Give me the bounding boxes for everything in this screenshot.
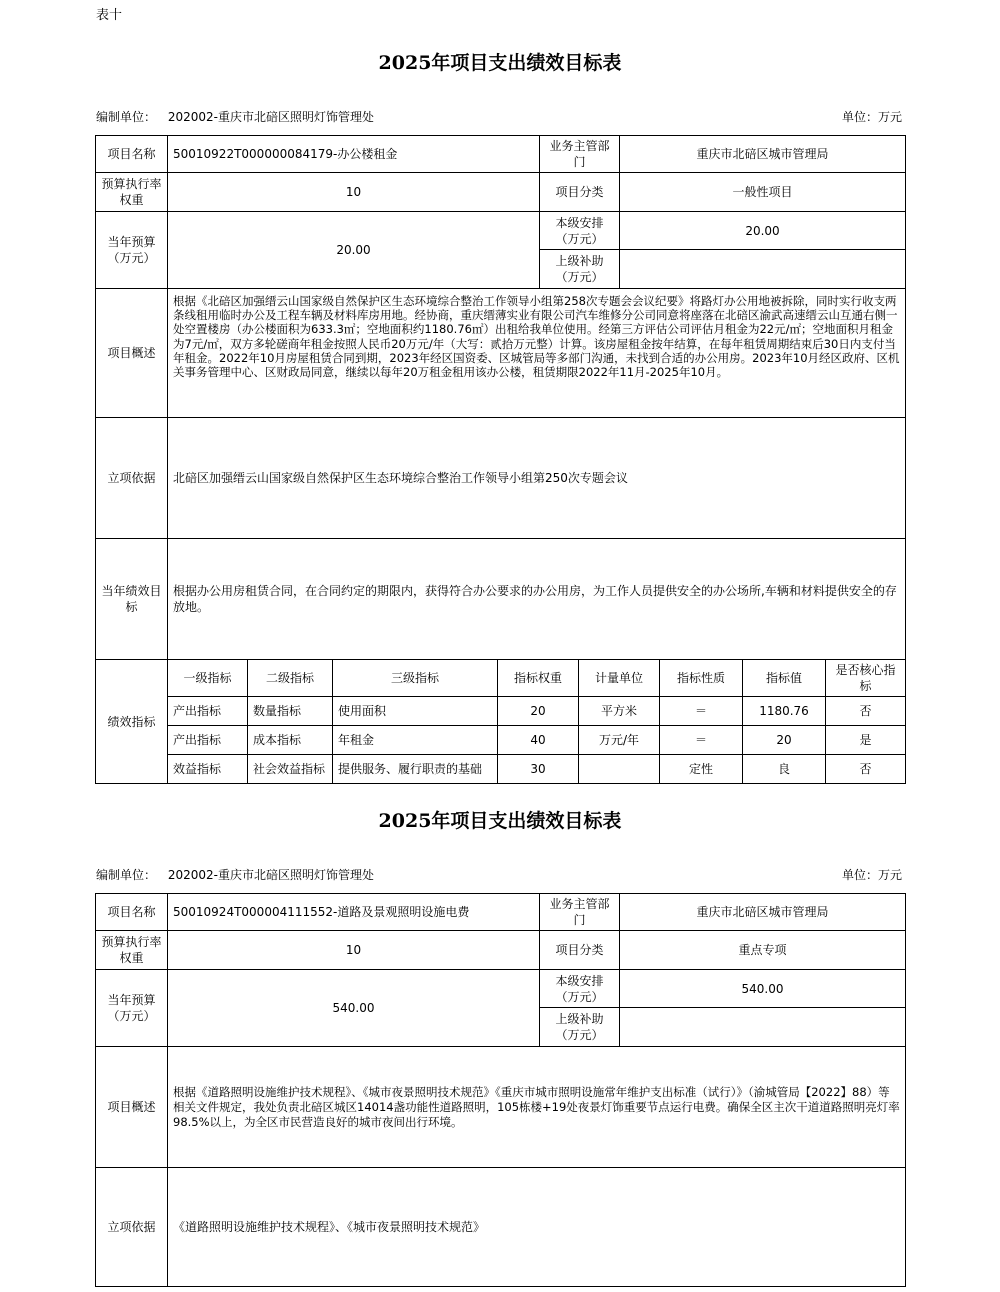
label-project-name: 项目名称 xyxy=(95,893,168,931)
indicator-header: 指标性质 xyxy=(659,659,743,697)
upper-value xyxy=(619,1007,906,1047)
indicator-header: 是否核心指标 xyxy=(825,659,906,697)
table-1-unit: 单位：万元 xyxy=(841,110,902,124)
indicator-header: 二级指标 xyxy=(247,659,333,697)
table-label: 表十 xyxy=(96,8,123,23)
indicator-cell: 否 xyxy=(825,696,906,726)
indicator-cell: 社会效益指标 xyxy=(247,754,333,784)
label-weight: 预算执行率权重 xyxy=(95,930,168,970)
label-upper: 上级补助（万元） xyxy=(539,1007,620,1047)
table-2-org xyxy=(96,866,374,883)
indicator-cell: 20 xyxy=(742,725,826,755)
org-value: 202002-重庆市北碚区照明灯饰管理处 xyxy=(167,868,374,882)
table-1-org xyxy=(96,108,374,125)
dept-value: 重庆市北碚区城市管理局 xyxy=(619,893,906,931)
indicator-header: 一级指标 xyxy=(167,659,248,697)
basis-text: 北碚区加强缙云山国家级自然保护区生态环境综合整治工作领导小组第250次专题会议 xyxy=(167,417,906,539)
label-weight: 预算执行率权重 xyxy=(95,172,168,212)
label-basis: 立项依据 xyxy=(95,1167,168,1287)
label-goal: 当年绩效目标 xyxy=(95,538,168,660)
indicator-cell: 数量指标 xyxy=(247,696,333,726)
label-indicators: 绩效指标 xyxy=(95,659,168,784)
table-2-unit: 单位：万元 xyxy=(841,868,902,882)
label-overview: 项目概述 xyxy=(95,288,168,418)
indicator-cell: 效益指标 xyxy=(167,754,248,784)
label-budget: 当年预算（万元） xyxy=(95,211,168,289)
org-label: 编制单位： xyxy=(96,110,157,124)
table-1-title: 2025年项目支出绩效目标表 xyxy=(378,52,622,74)
indicator-header: 指标值 xyxy=(742,659,826,697)
label-budget: 当年预算（万元） xyxy=(95,969,168,1047)
indicator-cell: 否 xyxy=(825,754,906,784)
label-dept: 业务主管部门 xyxy=(539,893,620,931)
indicator-cell: 年租金 xyxy=(332,725,498,755)
budget-value: 20.00 xyxy=(167,211,540,289)
org-value: 202002-重庆市北碚区照明灯饰管理处 xyxy=(167,110,374,124)
indicator-cell: 万元/年 xyxy=(578,725,660,755)
label-category: 项目分类 xyxy=(539,930,620,970)
label-basis: 立项依据 xyxy=(95,417,168,539)
goal-text: 根据办公用房租赁合同，在合同约定的期限内，获得符合办公要求的办公用房，为工作人员提供安全的办公场所,车辆和材料提供安全的存放地。 xyxy=(167,538,906,660)
indicator-cell: 产出指标 xyxy=(167,696,248,726)
budget-value: 540.00 xyxy=(167,969,540,1047)
dept-value: 重庆市北碚区城市管理局 xyxy=(619,135,906,173)
category-value: 重点专项 xyxy=(619,930,906,970)
label-local: 本级安排（万元） xyxy=(539,969,620,1008)
upper-value xyxy=(619,249,906,289)
indicator-cell: 产出指标 xyxy=(167,725,248,755)
label-dept: 业务主管部门 xyxy=(539,135,620,173)
indicator-cell: 20 xyxy=(497,696,579,726)
indicator-cell: ＝ xyxy=(659,696,743,726)
label-overview: 项目概述 xyxy=(95,1046,168,1168)
project-name: 50010922T000000084179-办公楼租金 xyxy=(167,135,540,173)
indicator-header: 计量单位 xyxy=(578,659,660,697)
weight-value: 10 xyxy=(167,172,540,212)
label-project-name: 项目名称 xyxy=(95,135,168,173)
basis-text: 《道路照明设施维护技术规程》、《城市夜景照明技术规范》 xyxy=(167,1167,906,1287)
indicator-cell: 使用面积 xyxy=(332,696,498,726)
local-value: 540.00 xyxy=(619,969,906,1008)
indicator-header: 三级指标 xyxy=(332,659,498,697)
indicator-cell: 平方米 xyxy=(578,696,660,726)
table-2-title: 2025年项目支出绩效目标表 xyxy=(378,810,622,832)
overview-text: 根据《道路照明设施维护技术规程》、《城市夜景照明技术规范》《重庆市城市照明设施常年维护支出标准（试行）》（渝城管局【2022】88）等相关文件规定，我处负责北碚区城区14014盏功能性道路照明，105栋楼+19处夜景灯饰重要节点运行电费。确保全区主次干道道路照明亮灯率98.5%以上，为全区市民营造良好的城市夜间出行环境。 xyxy=(167,1046,906,1168)
indicator-cell: 良 xyxy=(742,754,826,784)
weight-value: 10 xyxy=(167,930,540,970)
indicator-cell xyxy=(578,754,660,784)
indicator-header: 指标权重 xyxy=(497,659,579,697)
project-name: 50010924T000004111552-道路及景观照明设施电费 xyxy=(167,893,540,931)
indicator-cell: 成本指标 xyxy=(247,725,333,755)
local-value: 20.00 xyxy=(619,211,906,250)
indicator-cell: 30 xyxy=(497,754,579,784)
label-upper: 上级补助（万元） xyxy=(539,249,620,289)
indicator-cell: 40 xyxy=(497,725,579,755)
category-value: 一般性项目 xyxy=(619,172,906,212)
indicator-cell: 提供服务、履行职责的基础 xyxy=(332,754,498,784)
overview-text: 根据《北碚区加强缙云山国家级自然保护区生态环境综合整治工作领导小组第258次专题会会议纪要》将路灯办公用地被拆除，同时实行收支两条线租用临时办公及工程车辆及材料库房用地。经协商，重庆缙薄实业有限公司汽车维修分公司同意将座落在北碚区渝武高速缙云山互通右侧一处空置楼房（办公楼面积为633.3㎡；空地面积约1180.76㎡）出租给我单位使用。经第三方评估公司评估月租金为22元/㎡；空地面积月租金为7元/㎡，双方多轮磋商年租金按照人民币20万元/年（大写：贰拾万元整）计算。该房屋租金按年结算，在每年租赁周期结束后30日内支付当年租金。2022年10月房屋租赁合同到期，2023年经区国资委、区城管局等多部门沟通，未找到合适的办公用房。2023年10月经区政府、区机关事务管理中心、区财政局同意，继续以每年20万租金租用该办公楼，租赁期限2022年11月-2025年10月。 xyxy=(167,288,906,418)
indicator-cell: 定性 xyxy=(659,754,743,784)
indicator-cell: ＝ xyxy=(659,725,743,755)
label-local: 本级安排（万元） xyxy=(539,211,620,250)
indicator-cell: 是 xyxy=(825,725,906,755)
org-label: 编制单位： xyxy=(96,868,157,882)
label-category: 项目分类 xyxy=(539,172,620,212)
indicator-cell: 1180.76 xyxy=(742,696,826,726)
